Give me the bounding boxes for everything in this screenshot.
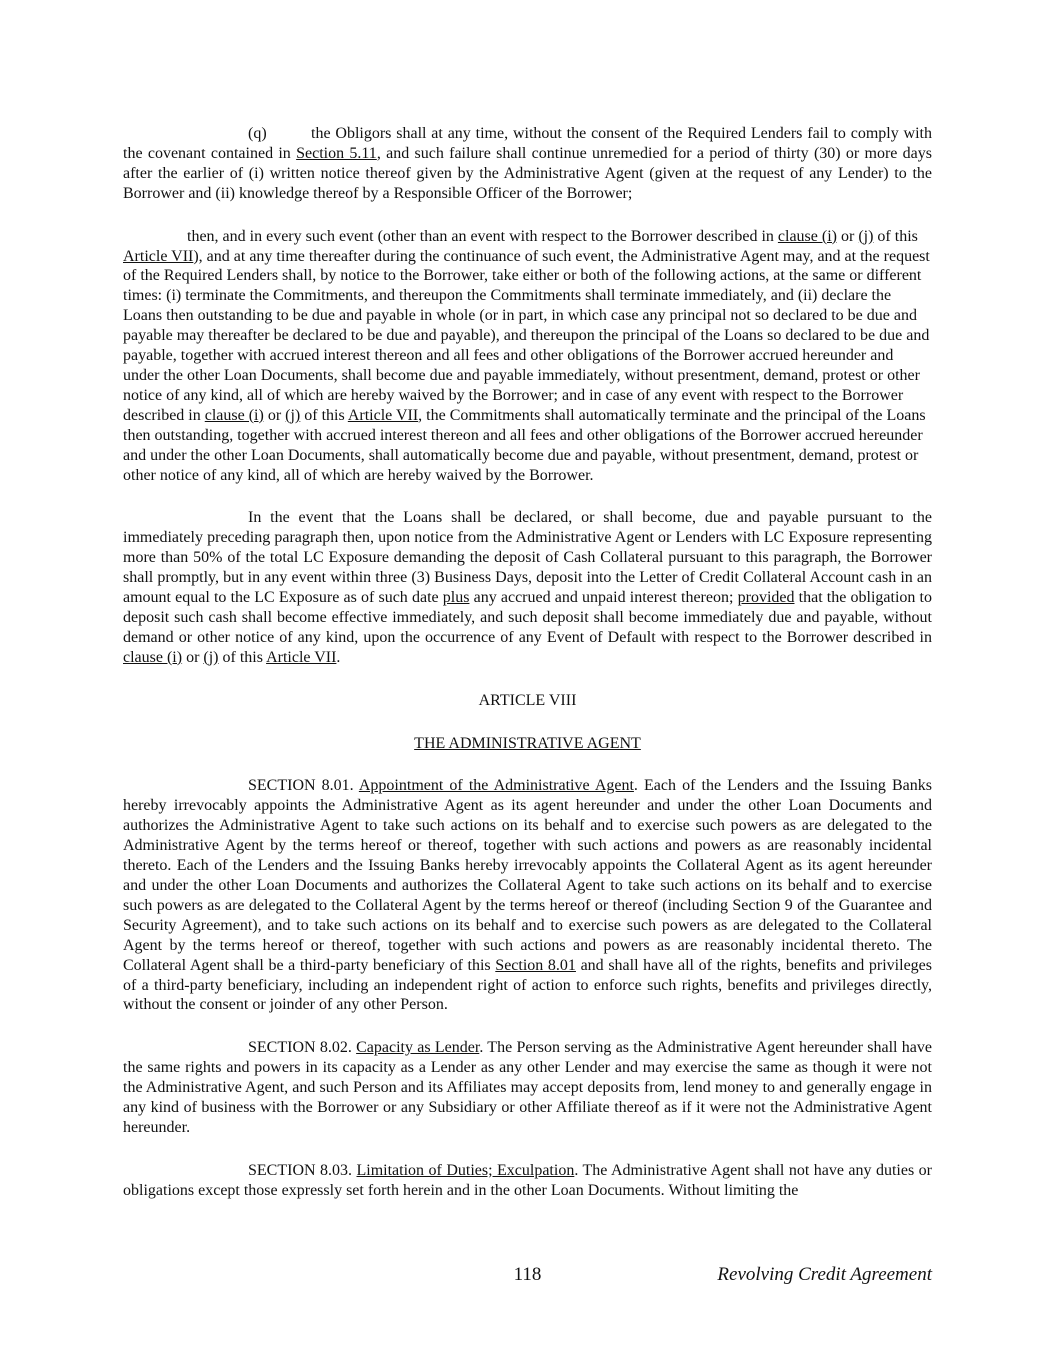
cross-reference: plus (442, 589, 470, 607)
cross-reference: provided (737, 589, 795, 607)
text-segment: of this (873, 227, 918, 245)
cross-reference: clause (i) (123, 648, 183, 666)
text-segment: , and such failure shall continue unremedied for a period of thirty (30) or more days after the earlier of (i) written notice thereof given by the Administrative Agent (given at the request of any Lender) to the Borrower and (ii) knowledge thereof by a Responsible Officer of the Borrower; (123, 144, 933, 202)
document-title: Revolving Credit Agreement (717, 1264, 932, 1285)
text-segment: the Obligors shall at any time, without the consent of the Required Lenders fail to comply with the covenant contained in (123, 125, 932, 162)
text-segment: ARTICLE VIII (478, 691, 577, 709)
page-footer (123, 1264, 932, 1290)
cross-reference: THE ADMINISTRATIVE AGENT (414, 734, 641, 752)
text-segment: SECTION 8.03. (248, 1161, 357, 1179)
page-number: 118 (513, 1264, 542, 1285)
paragraph (123, 227, 932, 486)
text-segment: then, and in every such event (other than an event with respect to the Borrower described in (187, 227, 778, 245)
cross-reference: clause (i) (777, 227, 837, 245)
text-segment: . Each of the Lenders and the Issuing Banks hereby irrevocably appoints the Administrative Agent as its agent hereunder and under the other Loan Documents and authorizes the Administrative Agent to take such actions on its behalf and to exercise such powers as are delegated to the Administrative Agent by the terms hereof or thereof, together with such actions and powers as are reasonably incidental thereto. Each of the Lenders and the Issuing Banks hereby irrevocably appoints the Collateral Agent as its agent hereunder and under the other Loan Documents and authorizes the Collateral Agent to take such actions on its behalf and to exercise such powers as are delegated to the Collateral Agent by the terms hereof or thereof (including Section 9 of the Guarantee and Security Agreement), and to take such actions on its behalf and to exercise such powers as are delegated to the Collateral Agent by the terms hereof or thereof, together with such actions and powers as are reasonably incidental thereto. The Collateral Agent shall be a third-party beneficiary of this (123, 777, 932, 974)
text-segment: . The Person serving as the Administrative Agent hereunder shall have the same rights and powers in its capacity as a Lender as any other Lender and may exercise the same as though it were not the Administrative Agent, and such Person and its Affiliates may accept deposits from, lend money to and generally engage in any kind of business with the Borrower or any Subsidiary or other Affiliate thereof as if it were not the Administrative Agent hereunder. (123, 1039, 932, 1136)
text-segment: any accrued and unpaid interest thereon; (469, 589, 738, 607)
text-segment: that the obligation to deposit such cash shall become effective immediately, and such deposit shall become immediately due and payable, without demand or other notice of any kind, upon the occurrence of any Event of Default with respect to the Borrower described in (123, 589, 933, 646)
text-segment: . The Administrative Agent shall not have any duties or obligations except those expressly set forth herein and in the other Loan Documents. Without limiting the (123, 1161, 932, 1199)
cross-reference: Article VII (266, 648, 337, 666)
cross-reference: (j) (203, 648, 219, 666)
paragraph (123, 1038, 932, 1138)
paragraph (123, 508, 932, 667)
text-segment: of this (218, 648, 267, 666)
paragraph (123, 1161, 932, 1201)
cross-reference: clause (i) (204, 406, 264, 424)
text-segment: or (263, 406, 286, 424)
cross-reference: Section 8.01 (495, 956, 576, 974)
heading (123, 691, 932, 711)
text-segment: and shall have all of the rights, benefits and privileges of a third-party beneficiary, including an independent right of action to enforce such rights, benefits and privileges directly, without the consent or joinder of any other Person. (123, 956, 933, 1014)
cross-reference: Appointment of the Administrative Agent (358, 777, 634, 795)
cross-reference: Capacity as Lender (356, 1039, 480, 1057)
text-segment: SECTION 8.02. (248, 1039, 357, 1057)
cross-reference: (j) (858, 227, 874, 245)
text-segment: or (836, 227, 859, 245)
text-segment: or (182, 648, 204, 666)
document-body (123, 124, 932, 1224)
cross-reference: Limitation of Duties; Exculpation (356, 1161, 575, 1179)
paragraph (123, 776, 932, 1015)
text-segment: SECTION 8.01. (248, 777, 359, 795)
paragraph (123, 124, 932, 204)
text-segment: of this (300, 406, 348, 424)
cross-reference: Section 5.11 (296, 144, 377, 162)
text-segment: ), and at any time thereafter during the continuance of such event, the Administrative Agent may, and at the request of the Required Lenders shall, by notice to the Borrower, take either or both of the following actions, at the same or different times: (i) terminate the Commitments, and thereupon the Commitments shall terminate immediately, and (ii) declare the Loans then outstanding to be due and payable in whole (or in part, in which case any principal not so declared to be due and payable may thereafter be declared to be due and payable), and thereupon the principal of the Loans so declared to be due and payable, together with accrued interest thereon and all fees and other obligations of the Borrower accrued hereunder and under the other Loan Documents, shall become due and payable immediately, without presentment, demand, protest or other notice of any kind, all of which are hereby waived by the Borrower; and in case of any event with respect to the Borrower described in (123, 247, 930, 424)
heading (123, 734, 932, 754)
cross-reference: Article VII (347, 406, 419, 424)
cross-reference: Article VII (123, 247, 194, 265)
text-segment: , the Commitments shall automatically terminate and the principal of the Loans then outstanding, together with accrued interest thereon and all fees and other obligations of the Borrower accrued hereunder and under the other Loan Documents, shall automatically become due and payable, without presentment, demand, protest or other notice of any kind, all of which are hereby waived by the Borrower. (123, 406, 926, 484)
cross-reference: (j) (285, 406, 301, 424)
text-segment: . (336, 648, 341, 666)
text-segment: In the event that the Loans shall be declared, or shall become, due and payable pursuant to the immediately preceding paragraph then, upon notice from the Administrative Agent or Lenders with LC Exposure representing more than 50% of the total LC Exposure demanding the deposit of Cash Collateral pursuant to this paragraph, the Borrower shall promptly, but in any event within three (3) Business Days, deposit into the Letter of Credit Collateral Account cash in an amount equal to the LC Exposure as of such date (123, 509, 932, 607)
clause-label: (q) (248, 125, 267, 142)
